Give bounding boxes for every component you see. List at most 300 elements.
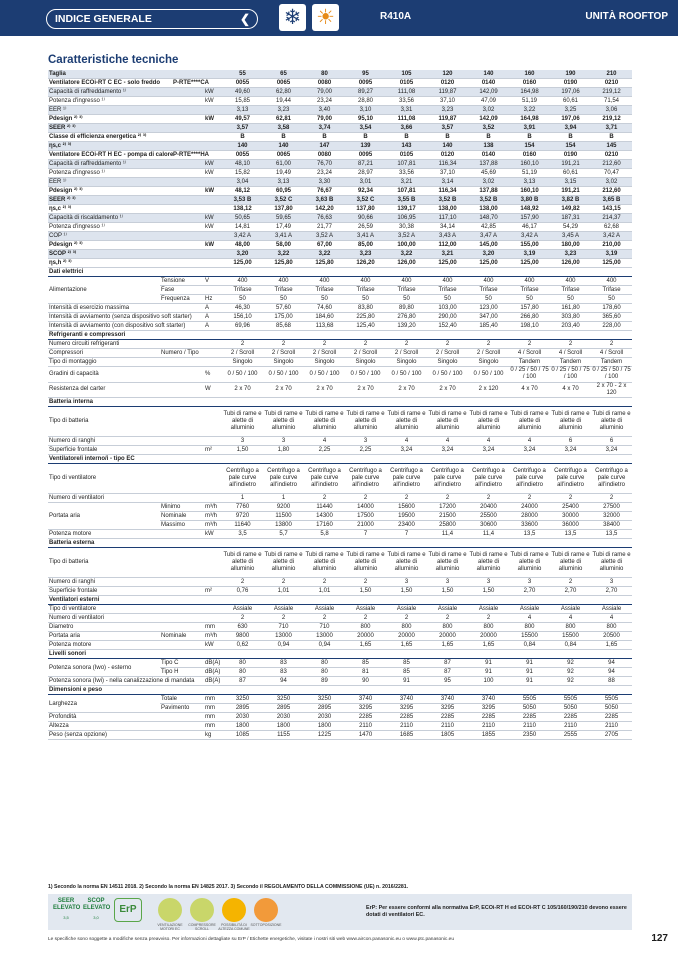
row-sublabel: Tensione [160, 277, 204, 286]
table-cell: 164,98 [509, 88, 550, 97]
table-cell: 0,84 [509, 641, 550, 650]
table-cell: 21,77 [304, 223, 345, 232]
row-label: EER ¹⁾ [48, 106, 204, 115]
table-cell: 92,34 [345, 187, 386, 196]
table-cell: 0 / 25 / 50 / 75 / 100 [592, 367, 631, 381]
table-cell: P-RTE****CA [160, 79, 222, 88]
table-row [48, 349, 632, 358]
table-cell: Singolo [304, 358, 345, 367]
row-label: Intensità di esercizio massima [48, 304, 204, 313]
table-row [48, 641, 632, 650]
table-cell: 60,95 [263, 187, 304, 196]
table-cell: 2285 [591, 713, 632, 722]
table-cell: 25400 [550, 503, 591, 512]
table-cell: 2 / Scroll [468, 349, 509, 358]
table-cell: 3 [222, 437, 263, 446]
row-label: Portata aria [48, 632, 160, 641]
row-unit: V [204, 277, 222, 286]
table-cell: 400 [509, 277, 550, 286]
table-row [48, 686, 632, 695]
table-cell: 1,50 [386, 587, 427, 596]
feature-bar [48, 894, 632, 930]
table-cell: 4 [304, 437, 345, 446]
row-unit: mm [204, 623, 222, 632]
table-row [48, 70, 632, 79]
table-cell: 800 [427, 623, 468, 632]
table-cell: 800 [509, 623, 550, 632]
table-cell: 5505 [509, 695, 550, 704]
table-cell: Trifase [345, 286, 386, 295]
table-cell: 0 / 50 / 100 [468, 367, 509, 383]
table-cell: 49,57 [222, 115, 263, 124]
table-cell: 2285 [509, 713, 550, 722]
table-cell: 2555 [550, 731, 591, 740]
table-cell: Centrifugo a pale curve all'indietro [304, 464, 345, 494]
row-label: Larghezza [48, 695, 160, 713]
table-cell: Singolo [468, 358, 509, 367]
table-cell: 2 x 70 [386, 382, 427, 398]
table-cell: 3250 [304, 695, 345, 704]
table-cell: 1855 [468, 731, 509, 740]
table-cell: 2 / Scroll [345, 349, 386, 358]
table-cell: 4 [591, 614, 632, 623]
table-cell: 2 / Scroll [386, 349, 427, 358]
table-cell: 50,65 [222, 214, 263, 223]
table-cell: 3 [509, 578, 550, 587]
table-cell: 2 [304, 578, 345, 587]
table-cell: 4 / Scroll [550, 349, 591, 358]
table-cell: 3,13 [222, 106, 263, 115]
table-cell: 14,81 [222, 223, 263, 232]
table-cell: 303,80 [550, 313, 591, 322]
table-cell: 3,42 A [222, 232, 263, 241]
table-cell: 3,24 [509, 446, 550, 455]
row-unit: mm [204, 695, 222, 704]
table-cell: 126,00 [386, 259, 427, 268]
table-cell: 1,50 [222, 446, 263, 455]
common-height-caption: POSSIBILITÀ DI ALTEZZA COMUNE [218, 923, 250, 931]
row-unit [204, 124, 222, 133]
table-cell: 26,59 [345, 223, 386, 232]
row-unit: mm [204, 722, 222, 731]
row-unit: kW [204, 641, 222, 650]
table-cell: 92 [550, 677, 591, 686]
table-cell: Tubi di rame e alette di alluminio [550, 407, 591, 437]
table-cell: 178,60 [591, 304, 632, 313]
row-label: Potenza motore [48, 641, 204, 650]
table-cell: 800 [468, 623, 509, 632]
table-cell: 33,56 [386, 169, 427, 178]
table-cell: 13800 [263, 521, 304, 530]
table-cell: 61,00 [263, 160, 304, 169]
row-label: Superficie frontale [48, 446, 204, 455]
table-cell: 2895 [222, 704, 263, 713]
table-row [48, 241, 632, 250]
table-row [48, 722, 632, 731]
table-row [48, 160, 632, 169]
table-cell: 3,23 [550, 250, 591, 259]
table-cell: 139,17 [386, 205, 427, 214]
row-unit: m³/h [204, 512, 222, 521]
table-cell: 142,20 [304, 205, 345, 214]
table-cell: 140 [427, 142, 468, 151]
row-sublabel: Totale [160, 695, 204, 704]
table-cell: 3,52 A [304, 232, 345, 241]
table-cell: B [304, 133, 345, 142]
table-row [48, 232, 632, 241]
table-cell: 2,70 [509, 587, 550, 596]
table-cell: B [550, 133, 591, 142]
row-label: Compressori [48, 349, 160, 358]
table-cell: 0 / 50 / 100 [222, 367, 263, 383]
row-label: Tipo di ventilatore [48, 464, 222, 494]
row-label: Dimensioni e peso [48, 686, 632, 695]
table-cell: 219,12 [591, 88, 632, 97]
table-cell: 88 [591, 677, 632, 686]
table-cell: 2,70 [550, 587, 591, 596]
table-cell: 154 [509, 142, 550, 151]
table-cell: 2030 [304, 713, 345, 722]
page-number: 127 [651, 933, 668, 944]
table-cell: 2 [591, 340, 632, 349]
table-cell: 2285 [386, 713, 427, 722]
table-cell: 2 [345, 340, 386, 349]
row-unit: dB(A) [205, 678, 221, 684]
table-cell: 3,57 [427, 124, 468, 133]
table-cell: 1085 [222, 731, 263, 740]
table-cell: 2 [468, 614, 509, 623]
table-cell: 0160 [509, 151, 550, 160]
table-cell: 3,47 A [468, 232, 509, 241]
table-cell: 3,41 A [345, 232, 386, 241]
table-cell: 3,71 [591, 124, 632, 133]
table-cell: 138,00 [468, 205, 509, 214]
row-label: Taglia [48, 70, 222, 79]
table-cell: 79,00 [304, 115, 345, 124]
table-cell: 87 [427, 668, 468, 677]
table-cell: 160,10 [509, 187, 550, 196]
table-row [48, 304, 632, 313]
section-title: UNITÀ ROOFTOP [585, 11, 668, 22]
table-cell: 54,29 [550, 223, 591, 232]
table-cell: 3,24 [591, 446, 632, 455]
table-cell: 164,98 [509, 115, 550, 124]
table-cell: 5505 [591, 695, 632, 704]
table-cell: B [263, 133, 304, 142]
table-cell: 0095 [345, 79, 386, 88]
table-cell: 14000 [345, 503, 386, 512]
table-row [48, 446, 632, 455]
row-unit: m² [204, 587, 222, 596]
table-cell: 17500 [345, 512, 386, 521]
table-row [48, 587, 632, 596]
row-label: Intensità di avviamento (senza dispositivo soft starter) [48, 313, 204, 322]
table-cell: 800 [386, 623, 427, 632]
table-row [48, 214, 632, 223]
table-cell: 2 [222, 614, 263, 623]
row-unit: A [204, 322, 222, 331]
table-cell: 25500 [468, 512, 509, 521]
row-unit: kW [204, 214, 222, 223]
table-cell: Trifase [591, 286, 632, 295]
table-cell: 2110 [427, 722, 468, 731]
table-row [48, 151, 632, 160]
table-cell: 85,00 [345, 241, 386, 250]
table-cell: 2110 [386, 722, 427, 731]
table-cell: 105 [386, 70, 427, 79]
table-cell: 2110 [509, 722, 550, 731]
table-cell: 152,40 [427, 322, 468, 331]
table-cell: 7 [345, 530, 386, 539]
row-unit: % [204, 367, 222, 383]
table-cell: 79,00 [304, 88, 345, 97]
table-row [48, 530, 632, 539]
table-cell: 710 [263, 623, 304, 632]
table-cell: 137,88 [468, 187, 509, 196]
table-cell: 2895 [263, 704, 304, 713]
table-cell: 3 [263, 437, 304, 446]
table-cell: 46,30 [222, 304, 263, 313]
table-cell: 365,60 [591, 313, 632, 322]
table-cell: 116,34 [427, 187, 468, 196]
table-cell: 7 [386, 530, 427, 539]
table-cell: 13,5 [509, 530, 550, 539]
table-cell: 145,00 [468, 241, 509, 250]
table-cell: 89,27 [345, 88, 386, 97]
table-cell: 3,52 A [386, 232, 427, 241]
table-cell: 210 [591, 70, 632, 79]
table-cell: 17160 [304, 521, 345, 530]
table-cell: 2 [468, 494, 509, 503]
row-unit: kW [204, 160, 222, 169]
table-cell: 2 [427, 614, 468, 623]
table-cell: Tandem [509, 358, 550, 367]
sub-position-caption: SOTTOPOSIZIONE [250, 923, 282, 927]
table-cell: 13000 [263, 632, 304, 641]
table-cell: 3,43 A [427, 232, 468, 241]
table-cell: 21000 [345, 521, 386, 530]
table-cell: 85 [345, 659, 386, 668]
table-cell: 89,80 [386, 304, 427, 313]
table-cell: 91 [509, 668, 550, 677]
row-unit: kW [204, 187, 222, 196]
table-cell: 137,88 [468, 160, 509, 169]
row-label: ηs,c ²⁾ ³⁾ [48, 142, 204, 151]
table-cell: 3,24 [427, 446, 468, 455]
row-label: Numero di ventilatori [48, 494, 222, 503]
table-cell: 20500 [591, 632, 632, 641]
table-cell: 30,38 [386, 223, 427, 232]
table-cell: 1800 [263, 722, 304, 731]
table-cell: 1,65 [427, 641, 468, 650]
table-cell: Tubi di rame e alette di alluminio [263, 407, 304, 437]
table-cell: 3,22 [386, 250, 427, 259]
general-index-button[interactable] [46, 9, 258, 29]
table-cell: 3740 [386, 695, 427, 704]
table-cell: 126,00 [550, 259, 591, 268]
table-cell: Centrifugo a pale curve all'indietro [591, 464, 632, 494]
table-cell: 3,63 B [304, 196, 345, 205]
table-row [48, 398, 632, 407]
table-cell: 11440 [304, 503, 345, 512]
table-cell: 3,06 [591, 106, 632, 115]
table-cell: 119,87 [427, 88, 468, 97]
table-cell: 0,94 [304, 641, 345, 650]
row-unit: A [204, 313, 222, 322]
table-cell: 2110 [345, 722, 386, 731]
table-cell: 91 [509, 677, 550, 686]
table-cell: 59,65 [263, 214, 304, 223]
table-cell: 1,50 [345, 587, 386, 596]
table-cell: 33600 [509, 521, 550, 530]
table-cell: Trifase [386, 286, 427, 295]
table-cell: 140 [468, 70, 509, 79]
table-cell: 37,10 [427, 97, 468, 106]
table-cell: 2 [550, 494, 591, 503]
table-cell: Assiale [222, 605, 263, 614]
table-cell: 76,70 [304, 160, 345, 169]
table-cell: 62,81 [263, 115, 304, 124]
footnotes: 1) Secondo la norma EN 14511 2018. 2) Secondo la norma EN 14825 2017. 3) Secondo il REGOLAMENTO DELLA COMMISSIONE (UE) n. 2016/2281. [48, 884, 409, 890]
row-unit [204, 196, 222, 205]
table-cell: 103,00 [427, 304, 468, 313]
table-cell: 2 [550, 578, 591, 587]
table-cell: 3,52 [468, 124, 509, 133]
table-cell: 7760 [222, 503, 263, 512]
table-cell: Assiale [550, 605, 591, 614]
table-cell: 92 [550, 668, 591, 677]
row-sublabel: Frequenza [160, 295, 204, 304]
table-cell: 3,42 A [591, 232, 632, 241]
row-label: Capacità di riscaldamento ¹⁾ [48, 214, 204, 223]
table-cell: 3,5 [222, 530, 263, 539]
table-cell: 4 [427, 437, 468, 446]
table-cell: 3 [468, 578, 509, 587]
table-cell: Centrifugo a pale curve all'indietro [386, 464, 427, 494]
table-cell: Assiale [468, 605, 509, 614]
table-cell: 0140 [468, 79, 509, 88]
table-cell: 1225 [304, 731, 345, 740]
table-cell: 65 [263, 70, 304, 79]
table-cell: 187,31 [550, 214, 591, 223]
table-cell: 2 [345, 578, 386, 587]
table-row [48, 650, 632, 659]
table-cell: 180,00 [550, 241, 591, 250]
table-cell: 87,21 [345, 160, 386, 169]
table-row [48, 494, 632, 503]
table-cell: 50 [345, 295, 386, 304]
table-cell: 3,24 [386, 446, 427, 455]
table-cell: 203,40 [550, 322, 591, 331]
table-cell: 0,62 [222, 641, 263, 650]
row-sublabel: Nominale [160, 632, 204, 641]
row-unit [204, 232, 222, 241]
table-cell: 400 [427, 277, 468, 286]
table-cell: 3,66 [386, 124, 427, 133]
row-label: Tipo di batteria [48, 407, 222, 437]
table-cell: 125,00 [591, 259, 632, 268]
table-row [48, 539, 632, 548]
table-row [48, 548, 632, 578]
table-cell: 3,42 A [509, 232, 550, 241]
table-cell: 0140 [468, 151, 509, 160]
table-row [48, 677, 632, 686]
row-unit: m³/h [204, 503, 222, 512]
row-unit: kW [204, 530, 222, 539]
table-cell: 20000 [427, 632, 468, 641]
table-cell: 2110 [591, 722, 632, 731]
table-row [48, 169, 632, 178]
row-label: Potenza d'ingresso ¹⁾ [48, 97, 204, 106]
table-row [48, 407, 632, 437]
row-label: Potenza d'ingresso ¹⁾ [48, 223, 204, 232]
table-cell: 125,00 [222, 259, 263, 268]
row-label: Pdesign ²⁾ ³⁾ [48, 187, 204, 196]
table-cell: 3,24 [550, 446, 591, 455]
table-cell: 125,00 [427, 259, 468, 268]
table-cell: 5050 [550, 704, 591, 713]
row-sublabel: Minimo [160, 503, 204, 512]
table-cell: 3,15 [550, 178, 591, 187]
row-label: ηs,c ²⁾ ³⁾ [48, 205, 204, 214]
table-row [48, 695, 632, 704]
row-label: Ventilatore/i interno/i - tipo EC [48, 455, 632, 464]
table-cell: 33,56 [386, 97, 427, 106]
table-cell: 120 [427, 70, 468, 79]
table-cell: 11,4 [427, 530, 468, 539]
table-cell: 125,00 [468, 259, 509, 268]
table-cell: 47,09 [468, 97, 509, 106]
table-cell: 3,52 C [345, 196, 386, 205]
table-cell: 50 [222, 295, 263, 304]
table-cell: 5050 [591, 704, 632, 713]
table-cell: 9800 [222, 632, 263, 641]
table-cell: 2285 [468, 713, 509, 722]
table-row [48, 455, 632, 464]
table-cell: 2 / Scroll [304, 349, 345, 358]
table-cell: 219,12 [591, 115, 632, 124]
table-cell: Centrifugo a pale curve all'indietro [222, 464, 263, 494]
table-cell: 15600 [386, 503, 427, 512]
table-cell: 24000 [509, 503, 550, 512]
table-cell: 1,65 [468, 641, 509, 650]
table-cell: 191,21 [550, 187, 591, 196]
table-cell: 3295 [468, 704, 509, 713]
sub-position-icon [254, 898, 278, 922]
seer-label: SEER ELEVATO 3,5 [53, 898, 81, 920]
table-cell: 197,06 [550, 88, 591, 97]
table-row [48, 106, 632, 115]
table-cell: 125,00 [509, 259, 550, 268]
table-cell: 3,02 [468, 178, 509, 187]
table-cell: 2 [427, 494, 468, 503]
table-cell: 3,94 [550, 124, 591, 133]
table-cell: 80 [222, 668, 263, 677]
table-cell: 3,53 B [222, 196, 263, 205]
table-cell: 11,4 [468, 530, 509, 539]
table-row [48, 115, 632, 124]
row-label: Pdesign ²⁾ ³⁾ [48, 241, 204, 250]
table-cell: 3,30 [304, 178, 345, 187]
table-cell: 191,21 [550, 160, 591, 169]
top-bar [0, 0, 678, 36]
table-cell: 0080 [304, 151, 345, 160]
table-cell: Tubi di rame e alette di alluminio [468, 407, 509, 437]
table-cell: 142,09 [468, 115, 509, 124]
table-cell: 2705 [591, 731, 632, 740]
row-label: ηs,h ²⁾ ³⁾ [48, 259, 204, 268]
table-cell: 6 [591, 437, 632, 446]
